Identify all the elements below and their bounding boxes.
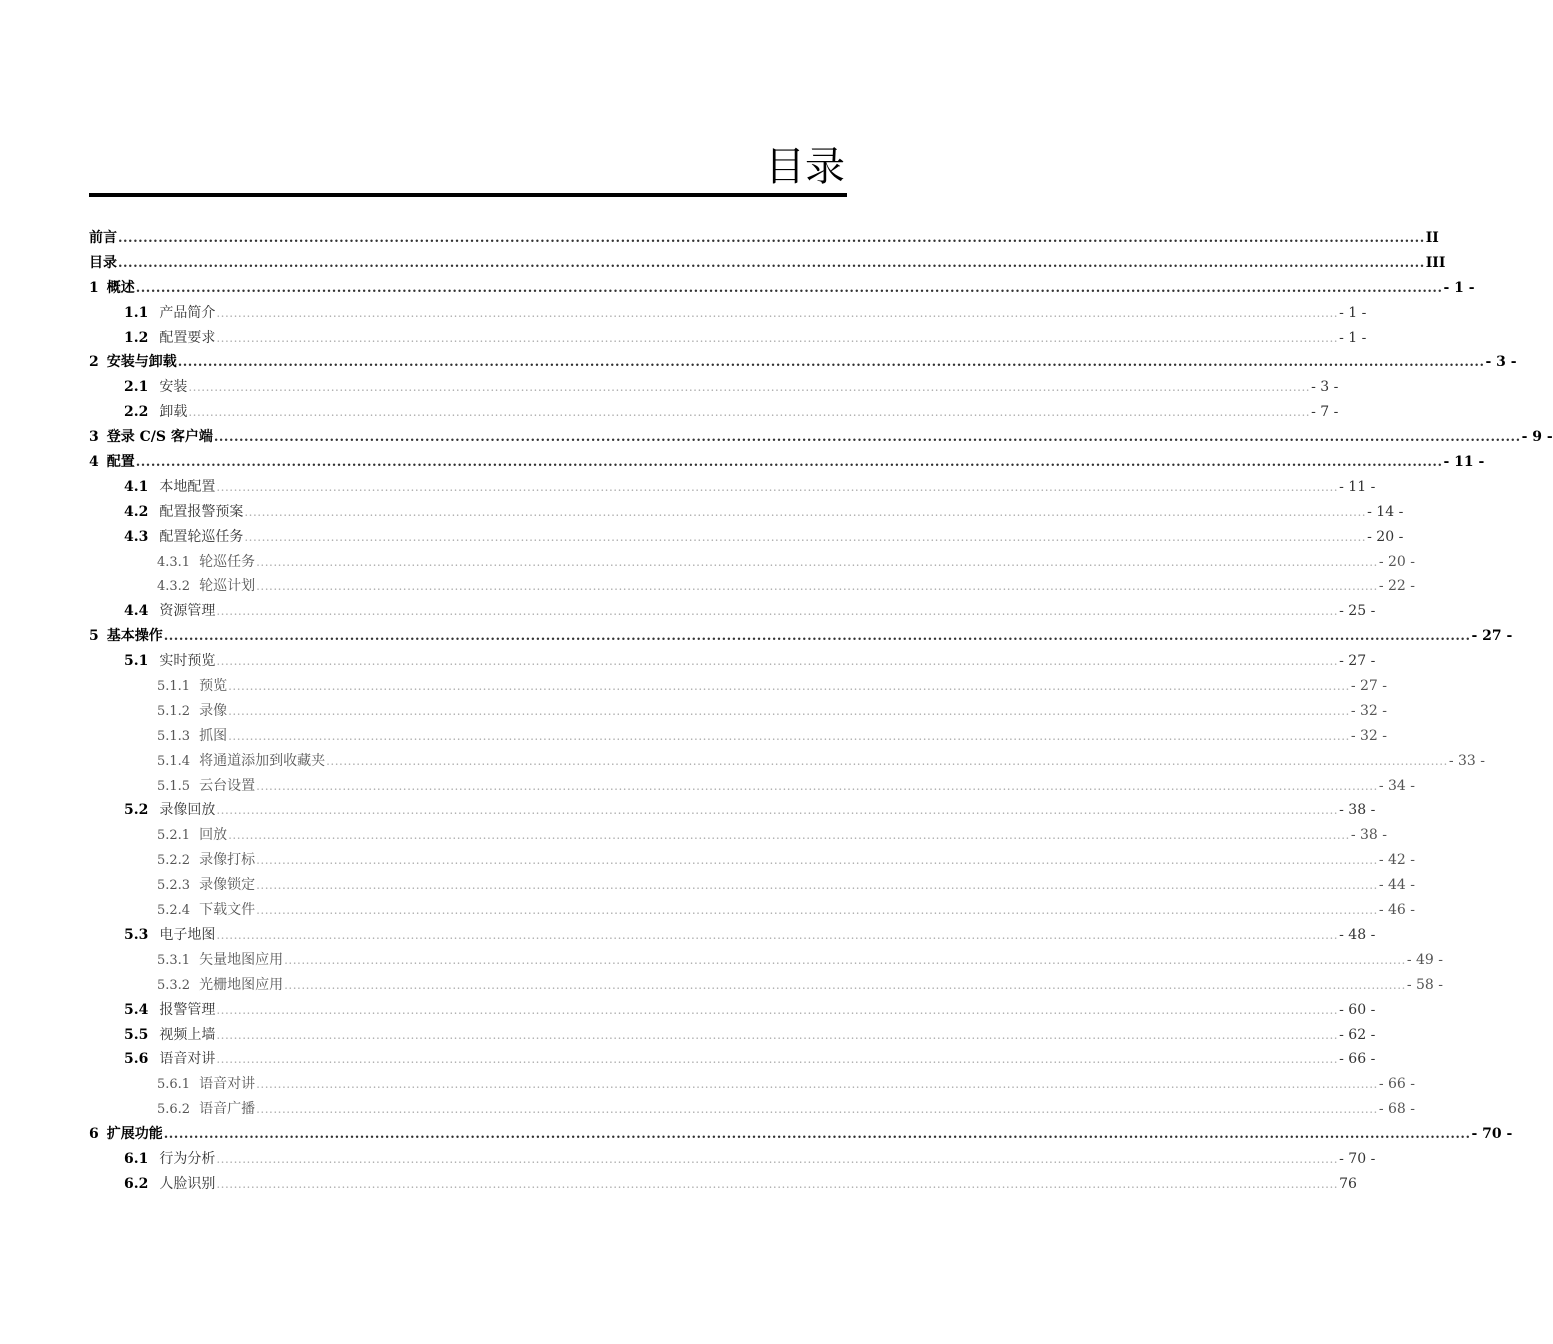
toc-entry[interactable] [89, 674, 1388, 699]
toc-entry-title: 安装与卸载 [106, 354, 177, 371]
toc-entry-title: 语音对讲 [159, 1051, 216, 1068]
toc-entry[interactable] [89, 699, 1388, 724]
dot-leader: .................................................................................................................................................................................................................................................................... [216, 1027, 1339, 1042]
toc-entry-number: 5.4 [124, 1001, 149, 1018]
toc-entry-page-number: - 1 - [1443, 279, 1475, 296]
toc-entry-title: 矢量地图应用 [199, 951, 284, 968]
toc-entry-title: 抓图 [199, 727, 228, 744]
toc-entry[interactable] [89, 1147, 1376, 1172]
toc-entry-number: 4.4 [124, 603, 149, 620]
toc-entry-page-number: - 49 - [1406, 951, 1444, 968]
dot-leader: .................................................................................................................................................................................................................................................................... [256, 903, 1378, 918]
toc-entry-page-number: - 20 - [1378, 553, 1416, 570]
toc-entry-title: 行为分析 [159, 1150, 216, 1167]
dot-leader: .................................................................................................................................................................................................................................................................... [256, 878, 1378, 893]
dot-leader: .................................................................................................................................................................................................................................................................... [163, 629, 1471, 645]
toc-entry[interactable] [89, 226, 1439, 251]
toc-entry[interactable] [89, 326, 1367, 351]
toc-entry-page-number: - 58 - [1406, 976, 1444, 993]
toc-entry[interactable] [89, 724, 1388, 749]
toc-entry[interactable] [89, 550, 1416, 575]
toc-entry-number: 5.3 [124, 926, 149, 943]
dot-leader: .................................................................................................................................................................................................................................................................... [228, 703, 1350, 718]
toc-entry-title: 将通道添加到收藏夹 [199, 752, 326, 769]
toc-entry-title: 录像 [199, 702, 228, 719]
dot-leader: .................................................................................................................................................................................................................................................................... [135, 280, 1443, 296]
toc-entry-title: 产品简介 [159, 304, 216, 321]
toc-entry-page-number: - 14 - [1367, 503, 1404, 520]
toc-entry[interactable] [89, 749, 1486, 774]
toc-entry-number: 5.3.2 [157, 977, 191, 993]
toc-entry-page-number: - 20 - [1367, 528, 1404, 545]
toc-entry-page-number: - 70 - [1339, 1150, 1376, 1167]
toc-entry-page-number: - 46 - [1378, 902, 1416, 919]
toc-entry-page-number: - 9 - [1521, 429, 1553, 446]
toc-entry-title: 轮巡任务 [199, 553, 256, 570]
toc-entry-title: 光栅地图应用 [199, 976, 284, 993]
toc-entry[interactable] [89, 425, 1553, 450]
toc-entry-number: 5.1.3 [157, 728, 191, 744]
toc-entry-title: 资源管理 [159, 603, 216, 620]
toc-entry-title: 云台设置 [199, 777, 256, 794]
toc-entry-number: 5.2.2 [157, 853, 191, 869]
toc-entry-page-number: - 38 - [1339, 802, 1376, 819]
dot-leader: .................................................................................................................................................................................................................................................................... [256, 853, 1378, 868]
toc-entry[interactable] [89, 276, 1475, 301]
dot-leader: .................................................................................................................................................................................................................................................................... [213, 430, 1521, 446]
toc-entry-title: 录像回放 [159, 802, 216, 819]
dot-leader: .................................................................................................................................................................................................................................................................... [256, 1102, 1378, 1117]
toc-entry-page-number: - 42 - [1378, 852, 1416, 869]
toc-entry-number: 1.2 [124, 329, 149, 346]
toc-entry-page-number: 76 [1339, 1175, 1357, 1192]
toc-entry-title: 目录 [89, 254, 117, 271]
dot-leader: .................................................................................................................................................................................................................................................................... [256, 778, 1378, 793]
toc-entry-title: 报警管理 [159, 1001, 216, 1018]
toc-entry-title: 基本操作 [106, 628, 163, 645]
toc-entry-number: 5.2 [124, 802, 149, 819]
toc-entry-page-number: - 66 - [1378, 1076, 1416, 1093]
table-of-contents [89, 226, 1553, 1197]
toc-entry[interactable] [89, 998, 1376, 1023]
toc-entry-number: 4 [89, 454, 99, 471]
toc-entry-number: 6 [89, 1126, 99, 1143]
dot-leader: .................................................................................................................................................................................................................................................................... [256, 1077, 1378, 1092]
toc-entry-title: 语音对讲 [199, 1076, 256, 1093]
dot-leader: .................................................................................................................................................................................................................................................................... [326, 753, 1448, 768]
toc-entry-number: 2 [89, 354, 99, 371]
toc-entry-number: 4.2 [124, 503, 149, 520]
toc-entry-number: 6.1 [124, 1150, 149, 1167]
toc-entry[interactable] [89, 948, 1444, 973]
toc-entry-number: 4.1 [124, 478, 149, 495]
toc-entry-page-number: - 1 - [1339, 304, 1367, 321]
toc-entry-number: 5 [89, 628, 99, 645]
toc-entry[interactable] [89, 475, 1376, 500]
dot-leader: .................................................................................................................................................................................................................................................................... [177, 355, 1485, 371]
toc-entry-number: 5.6 [124, 1051, 149, 1068]
toc-entry-page-number: - 62 - [1339, 1026, 1376, 1043]
dot-leader: .................................................................................................................................................................................................................................................................... [244, 529, 1367, 544]
toc-entry-page-number: - 27 - [1471, 628, 1513, 645]
toc-entry[interactable] [89, 798, 1376, 823]
toc-entry-page-number: - 48 - [1339, 926, 1376, 943]
toc-entry-number: 4.3.1 [157, 554, 191, 570]
toc-entry[interactable] [89, 599, 1376, 624]
dot-leader: .................................................................................................................................................................................................................................................................... [188, 380, 1311, 395]
dot-leader: .................................................................................................................................................................................................................................................................... [228, 679, 1350, 694]
toc-entry-title: 轮巡计划 [199, 578, 256, 595]
toc-entry-page-number: - 32 - [1350, 702, 1388, 719]
toc-entry-page-number: - 27 - [1350, 678, 1388, 695]
toc-entry-title: 配置轮巡任务 [159, 528, 244, 545]
toc-entry-number: 3 [89, 429, 99, 446]
toc-entry-title: 预览 [199, 678, 228, 695]
toc-entry[interactable] [89, 923, 1376, 948]
toc-entry-title: 登录 C/S 客户端 [106, 429, 213, 446]
toc-entry-number: 5.1 [124, 653, 149, 670]
dot-leader: .................................................................................................................................................................................................................................................................... [118, 231, 1425, 246]
dot-leader: .................................................................................................................................................................................................................................................................... [284, 952, 1406, 967]
dot-leader: .................................................................................................................................................................................................................................................................... [244, 504, 1367, 519]
toc-entry-title: 录像打标 [199, 852, 256, 869]
toc-entry-page-number: - 33 - [1448, 752, 1486, 769]
page-title: 目录 [765, 144, 845, 190]
toc-entry[interactable] [89, 350, 1517, 375]
toc-entry[interactable] [89, 500, 1404, 525]
dot-leader: .................................................................................................................................................................................................................................................................... [216, 305, 1339, 320]
toc-entry[interactable] [89, 1023, 1376, 1048]
toc-entry-page-number: - 60 - [1339, 1001, 1376, 1018]
dot-leader: .................................................................................................................................................................................................................................................................... [228, 828, 1350, 843]
toc-entry-title: 安装 [159, 379, 188, 396]
toc-entry[interactable] [89, 400, 1339, 425]
toc-entry-page-number: - 1 - [1339, 329, 1367, 346]
toc-entry[interactable] [89, 848, 1416, 873]
toc-entry-title: 人脸识别 [159, 1175, 216, 1192]
dot-leader: .................................................................................................................................................................................................................................................................... [135, 455, 1443, 471]
dot-leader: .................................................................................................................................................................................................................................................................... [216, 1002, 1339, 1017]
toc-entry-page-number: - 7 - [1311, 404, 1339, 421]
dot-leader: .................................................................................................................................................................................................................................................................... [216, 604, 1339, 619]
toc-entry-number: 5.3.1 [157, 952, 191, 968]
toc-entry-title: 录像锁定 [199, 877, 256, 894]
toc-entry-number: 1.1 [124, 304, 149, 321]
toc-entry-title: 扩展功能 [106, 1126, 163, 1143]
toc-entry-number: 2.2 [124, 404, 149, 421]
toc-entry[interactable] [89, 774, 1416, 799]
toc-entry-title: 卸载 [159, 404, 188, 421]
toc-entry-number: 5.1.2 [157, 703, 191, 719]
toc-entry[interactable] [89, 1172, 1357, 1197]
toc-entry-number: 4.3 [124, 528, 149, 545]
dot-leader: .................................................................................................................................................................................................................................................................... [216, 927, 1339, 942]
dot-leader: .................................................................................................................................................................................................................................................................... [163, 1127, 1471, 1143]
toc-entry-page-number: - 38 - [1350, 827, 1388, 844]
dot-leader: .................................................................................................................................................................................................................................................................... [216, 654, 1339, 669]
toc-entry[interactable] [89, 301, 1367, 326]
toc-entry-number: 5.1.1 [157, 679, 191, 695]
toc-entry[interactable] [89, 873, 1416, 898]
toc-entry-page-number: - 27 - [1339, 653, 1376, 670]
toc-entry-page-number: - 70 - [1471, 1126, 1513, 1143]
dot-leader: .................................................................................................................................................................................................................................................................... [216, 1176, 1339, 1191]
toc-entry[interactable] [89, 450, 1485, 475]
dot-leader: .................................................................................................................................................................................................................................................................... [216, 1151, 1339, 1166]
dot-leader: .................................................................................................................................................................................................................................................................... [284, 977, 1406, 992]
toc-entry[interactable] [89, 898, 1416, 923]
toc-entry-number: 2.1 [124, 379, 149, 396]
dot-leader: .................................................................................................................................................................................................................................................................... [216, 330, 1339, 345]
title-rule [89, 193, 847, 197]
toc-entry-number: 5.1.4 [157, 753, 191, 769]
dot-leader: .................................................................................................................................................................................................................................................................... [216, 803, 1339, 818]
toc-entry[interactable] [89, 574, 1416, 599]
toc-entry-title: 视频上墙 [159, 1026, 216, 1043]
toc-entry-number: 5.6.2 [157, 1102, 191, 1118]
toc-entry-title: 实时预览 [159, 653, 216, 670]
toc-entry[interactable] [89, 649, 1376, 674]
toc-entry-title: 下载文件 [199, 902, 256, 919]
dot-leader: .................................................................................................................................................................................................................................................................... [228, 728, 1350, 743]
toc-entry[interactable] [89, 1072, 1416, 1097]
toc-entry-page-number: - 32 - [1350, 727, 1388, 744]
toc-entry[interactable] [89, 1097, 1416, 1122]
toc-entry-page-number: - 22 - [1378, 578, 1416, 595]
toc-entry-title: 前言 [89, 230, 117, 246]
toc-entry-page-number: - 11 - [1443, 454, 1485, 471]
dot-leader: .................................................................................................................................................................................................................................................................... [256, 579, 1378, 594]
toc-entry[interactable] [89, 1047, 1376, 1072]
toc-entry-page-number: - 68 - [1378, 1101, 1416, 1118]
dot-leader: .................................................................................................................................................................................................................................................................... [188, 405, 1311, 420]
toc-entry-number: 5.1.5 [157, 778, 191, 794]
toc-entry[interactable] [89, 624, 1513, 649]
toc-entry-title: 配置要求 [159, 329, 216, 346]
toc-entry-page-number: - 66 - [1339, 1051, 1376, 1068]
toc-entry-title: 本地配置 [159, 478, 216, 495]
toc-entry-page-number: - 25 - [1339, 603, 1376, 620]
toc-entry-title: 电子地图 [159, 926, 216, 943]
dot-leader: .................................................................................................................................................................................................................................................................... [216, 1052, 1339, 1067]
toc-entry-title: 概述 [106, 279, 135, 296]
toc-entry[interactable] [89, 823, 1388, 848]
toc-entry-page-number: - 3 - [1311, 379, 1339, 396]
toc-entry-title: 回放 [199, 827, 228, 844]
toc-entry-page-number: II [1425, 230, 1439, 246]
toc-entry[interactable] [89, 1122, 1513, 1147]
toc-entry-number: 5.2.4 [157, 903, 191, 919]
toc-entry-number: 5.6.1 [157, 1077, 191, 1093]
dot-leader: .................................................................................................................................................................................................................................................................... [256, 554, 1378, 569]
toc-entry-title: 配置报警预案 [159, 503, 244, 520]
toc-entry-title: 配置 [106, 454, 135, 471]
toc-entry-number: 5.5 [124, 1026, 149, 1043]
dot-leader: .................................................................................................................................................................................................................................................................... [118, 255, 1425, 271]
toc-entry-number: 5.2.1 [157, 828, 191, 844]
toc-entry-title: 语音广播 [199, 1101, 256, 1118]
toc-entry[interactable] [89, 525, 1404, 550]
dot-leader: .................................................................................................................................................................................................................................................................... [216, 479, 1339, 494]
toc-entry-number: 4.3.2 [157, 579, 191, 595]
toc-entry[interactable] [89, 375, 1339, 400]
toc-entry-page-number: - 3 - [1485, 354, 1517, 371]
toc-entry-page-number: - 44 - [1378, 877, 1416, 894]
toc-entry-number: 6.2 [124, 1175, 149, 1192]
toc-entry-number: 5.2.3 [157, 878, 191, 894]
toc-entry-page-number: - 34 - [1378, 777, 1416, 794]
toc-entry-page-number: III [1425, 254, 1446, 271]
toc-entry-number: 1 [89, 279, 99, 296]
toc-entry[interactable] [89, 251, 1446, 276]
toc-entry[interactable] [89, 973, 1444, 998]
toc-entry-page-number: - 11 - [1339, 478, 1376, 495]
